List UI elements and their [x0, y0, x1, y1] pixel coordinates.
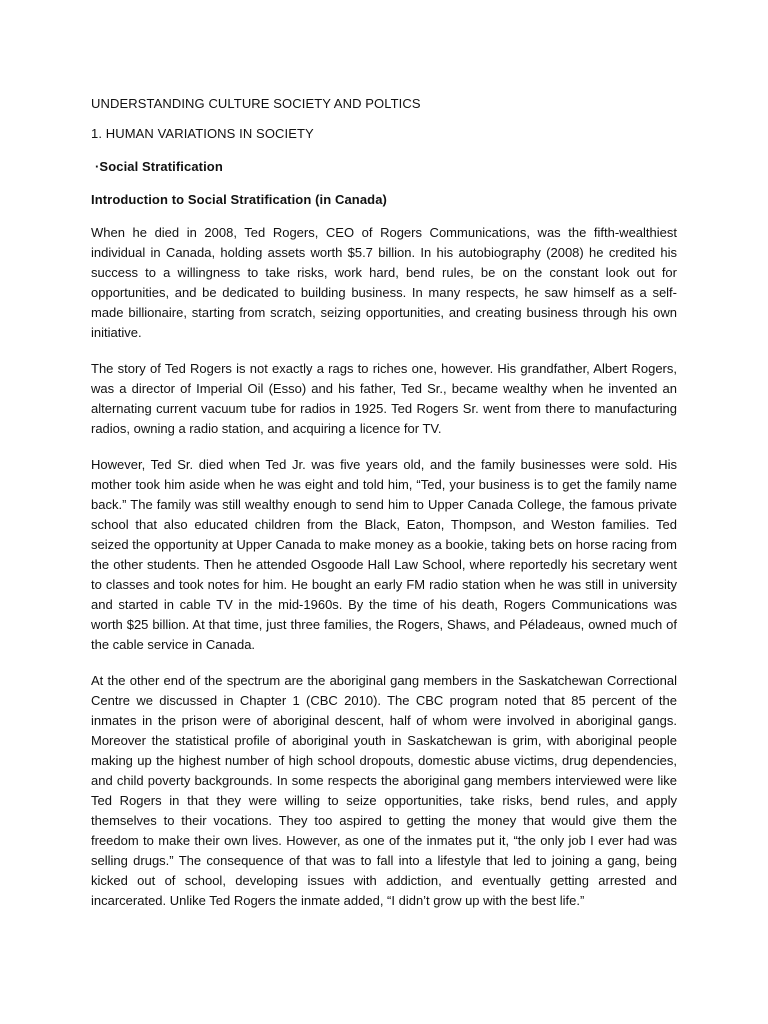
paragraph-ted-rogers-youth: However, Ted Sr. died when Ted Jr. was five years old, and the family businesses were sold. His mother took him aside when he was eight and told him, “Ted, your business is to get the family name back.” The family was still wealthy enough to send him to Upper Canada College, the famous private school that also educated children from the Black, Eaton, Thompson, and Weston families. Ted seized the opportunity at Upper Canada to make money as a bookie, taking bets on horse racing from the other students. Then he attended Osgoode Hall Law School, where reportedly his secretary went to classes and took notes for him. He bought an early FM radio station when he was still in university and started in cable TV in the mid-1960s. By the time of his death, Rogers Communications was worth $25 billion. At that time, just three families, the Rogers, Shaws, and Péladeaus, owned much of the cable service in Canada. — [91, 457, 677, 652]
subsection-heading: ·Social Stratification — [95, 159, 223, 174]
document-title: UNDERSTANDING CULTURE SOCIETY AND POLTICS — [91, 96, 421, 111]
paragraph-ted-rogers-family: The story of Ted Rogers is not exactly a rags to riches one, however. His grandfather, Albert Rogers, was a director of Imperial Oil (Esso) and his father, Ted Sr., became wealthy when he invented an alternating current vacuum tube for radios in 1925. Ted Rogers Sr. went from there to manufacturing radios, owning a radio station, and acquiring a licence for TV. — [91, 361, 677, 436]
paragraph-aboriginal-gangs: At the other end of the spectrum are the aboriginal gang members in the Saskatchewan Correctional Centre we discussed in Chapter 1 (CBC 2010). The CBC program noted that 85 percent of the inmates in the prison were of aboriginal descent, half of whom were involved in aboriginal gangs. Moreover the statistical profile of aboriginal youth in Saskatchewan is grim, with aboriginal people making up the highest number of high school dropouts, domestic abuse victims, drug dependencies, and child poverty backgrounds. In some respects the aboriginal gang members interviewed were like Ted Rogers in that they were willing to seize opportunities, take risks, bend rules, and apply themselves to their vocations. They too aspired to getting the money that would give them the freedom to make their own lives. However, as one of the inmates put it, “the only job I ever had was selling drugs.” The consequence of that was to fall into a lifestyle that led to joining a gang, being kicked out of school, developing issues with addiction, and eventually getting arrested and incarcerated. Unlike Ted Rogers the inmate added, “I didn’t grow up with the best life.” — [91, 673, 677, 908]
intro-heading: Introduction to Social Stratification (in Canada) — [91, 192, 387, 207]
section-heading: 1. HUMAN VARIATIONS IN SOCIETY — [91, 126, 314, 141]
paragraph-ted-rogers-death: When he died in 2008, Ted Rogers, CEO of Rogers Communications, was the fifth-wealthiest individual in Canada, holding assets worth $5.7 billion. In his autobiography (2008) he credited his success to a willingness to take risks, work hard, bend rules, be on the constant look out for opportunities, and be dedicated to building business. In many respects, he saw himself as a self-made billionaire, starting from scratch, seizing opportunities, and creating business through his own initiative. — [91, 225, 677, 340]
